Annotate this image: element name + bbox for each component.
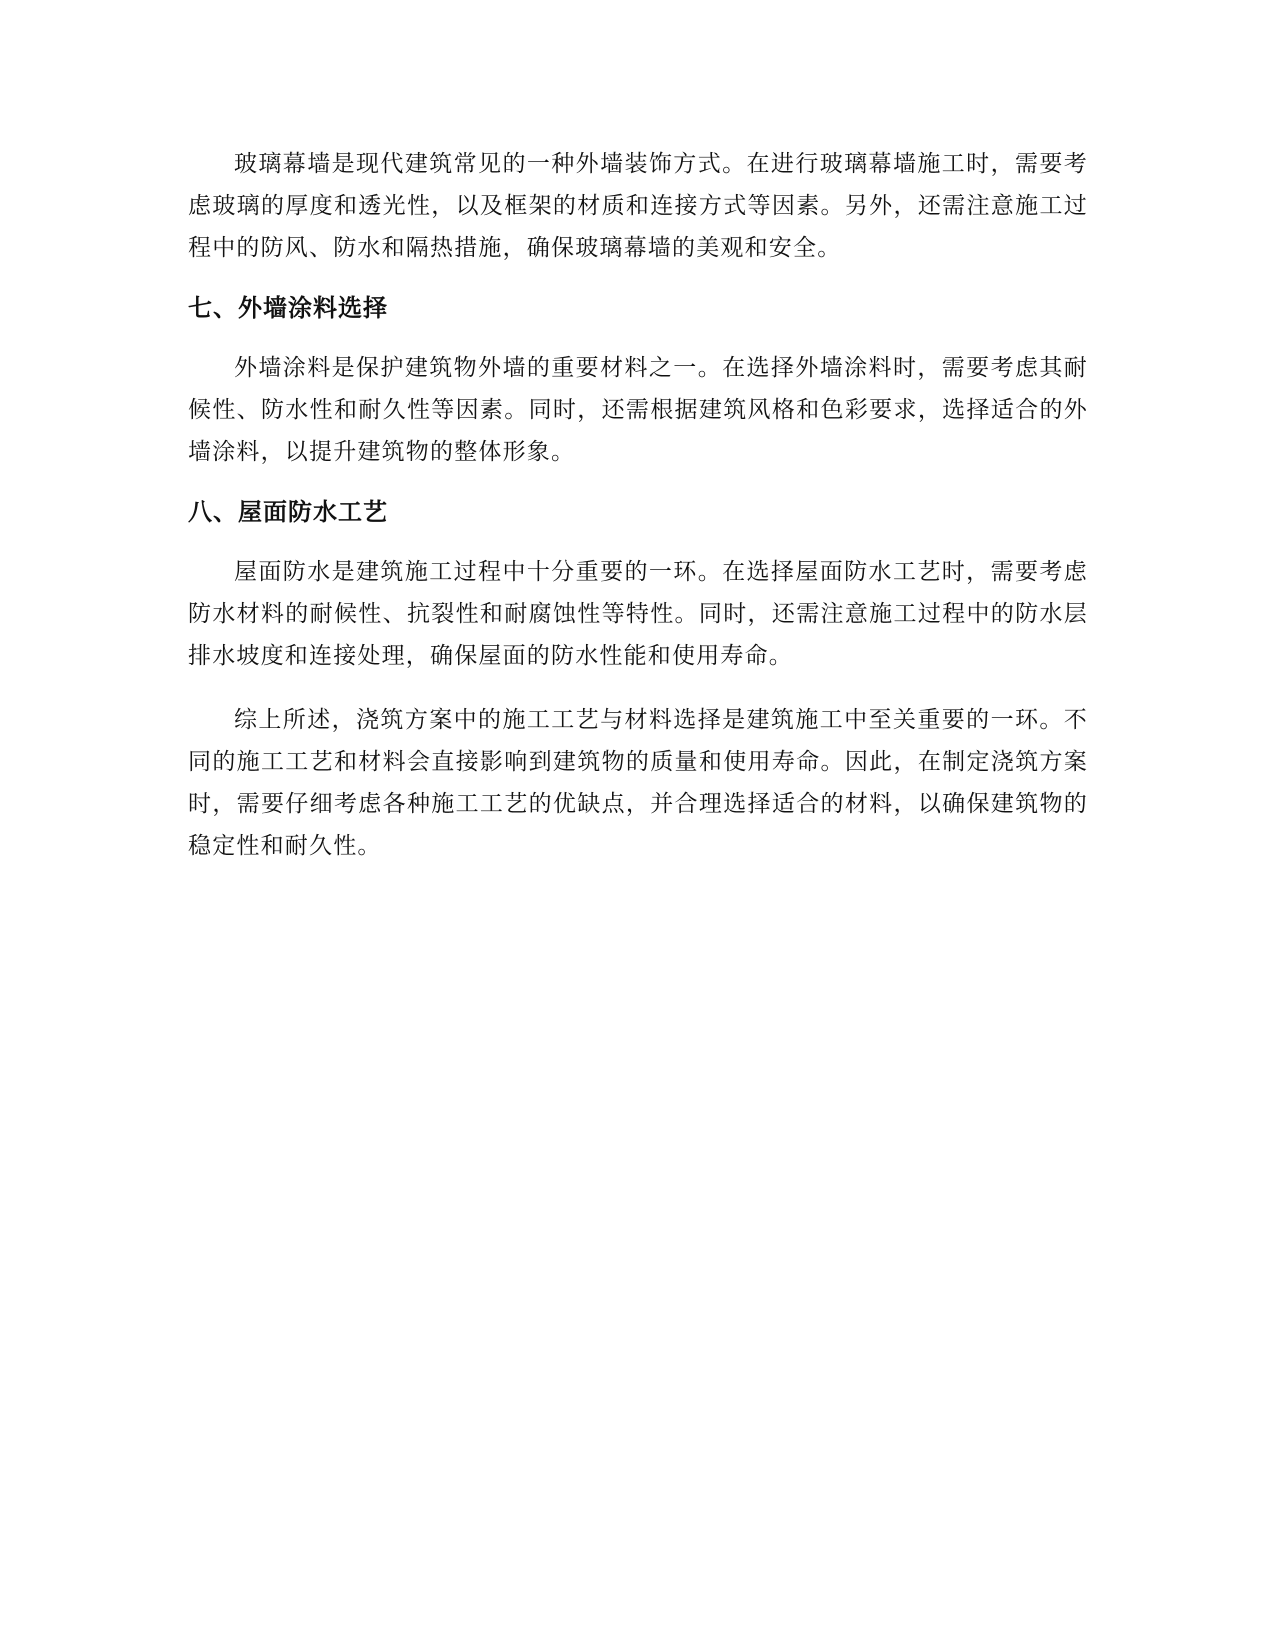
paragraph-exterior-paint: 外墙涂料是保护建筑物外墙的重要材料之一。在选择外墙涂料时，需要考虑其耐候性、防水性和耐久性等因素。同时，还需根据建筑风格和色彩要求，选择适合的外墙涂料，以提升建筑物的整体形象。: [188, 355, 1088, 465]
section-heading-roof-waterproofing: 八、屋面防水工艺: [188, 498, 388, 526]
section-heading-exterior-paint: 七、外墙涂料选择: [188, 294, 388, 322]
paragraph-conclusion: 综上所述，浇筑方案中的施工工艺与材料选择是建筑施工中至关重要的一环。不同的施工工艺和材料会直接影响到建筑物的质量和使用寿命。因此，在制定浇筑方案时，需要仔细考虑各种施工工艺的优缺点，并合理选择适合的材料，以确保建筑物的稳定性和耐久性。: [188, 707, 1088, 859]
paragraph-roof-waterproofing: 屋面防水是建筑施工过程中十分重要的一环。在选择屋面防水工艺时，需要考虑防水材料的耐候性、抗裂性和耐腐蚀性等特性。同时，还需注意施工过程中的防水层排水坡度和连接处理，确保屋面的防水性能和使用寿命。: [188, 559, 1088, 669]
document-body: [188, 143, 1088, 889]
paragraph-glass-curtain-wall: 玻璃幕墙是现代建筑常见的一种外墙装饰方式。在进行玻璃幕墙施工时，需要考虑玻璃的厚度和透光性，以及框架的材质和连接方式等因素。另外，还需注意施工过程中的防风、防水和隔热措施，确保玻璃幕墙的美观和安全。: [188, 151, 1088, 261]
